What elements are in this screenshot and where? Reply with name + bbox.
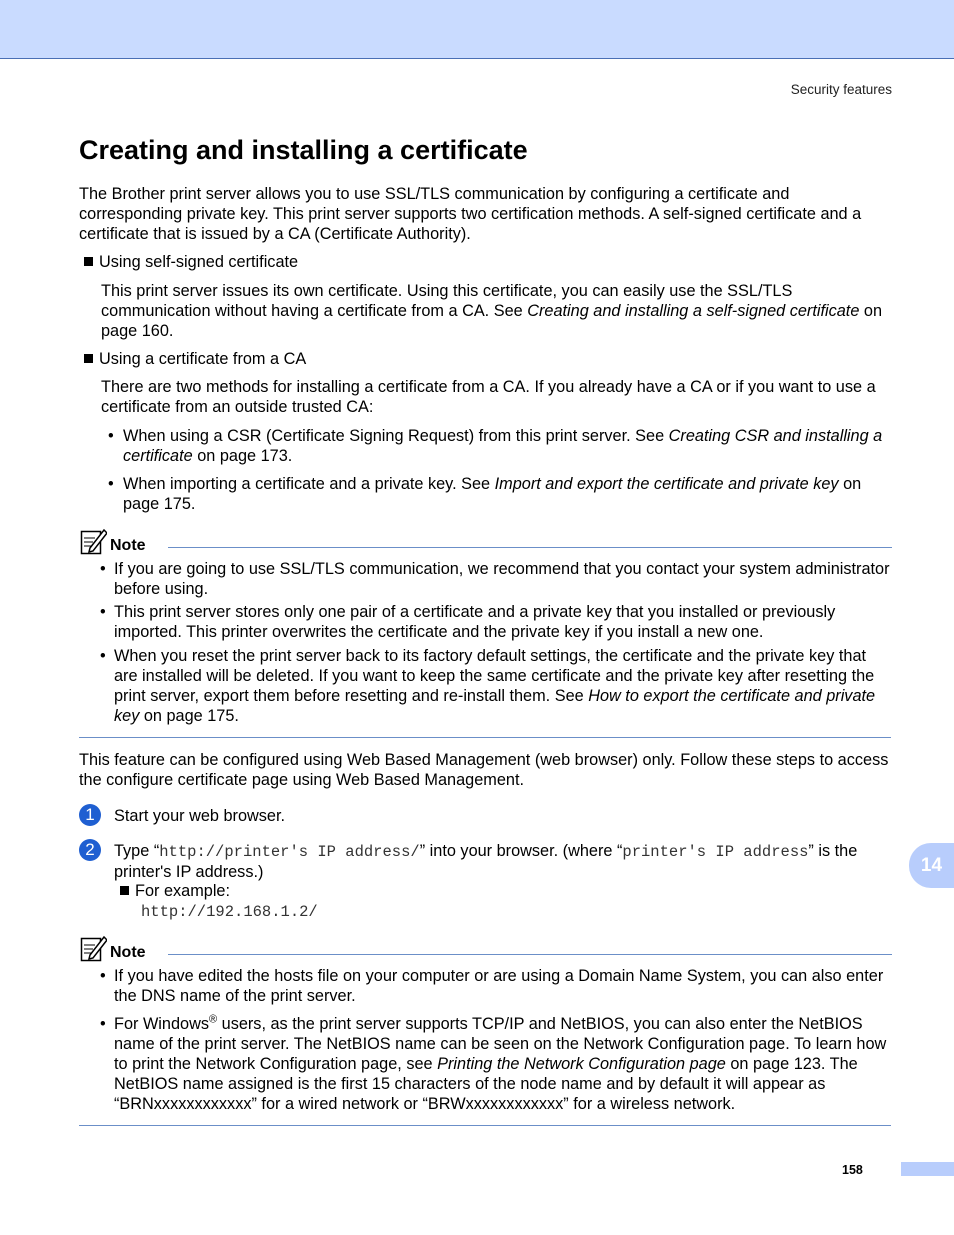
- note-pencil-icon: [80, 935, 107, 962]
- bullet-icon: •: [100, 967, 106, 985]
- feature-paragraph: This feature can be configured using Web Based Management (web browser) only. Follow these steps to access the configure certificate page using Web Based Management.: [79, 751, 889, 789]
- step-text: Start your web browser.: [114, 807, 286, 825]
- cross-reference-link[interactable]: Printing the Network Configuration page: [437, 1055, 726, 1073]
- page-number: 158: [842, 1163, 863, 1177]
- cross-reference-link[interactable]: Creating CSR and installing a certificate: [123, 427, 883, 465]
- note-title: Note: [110, 944, 146, 961]
- bullet-icon: •: [108, 475, 114, 493]
- chapter-tab: 14: [909, 843, 954, 888]
- note-title: Note: [110, 537, 146, 554]
- note-end-divider: [79, 1125, 891, 1126]
- bullet-icon: •: [108, 427, 114, 445]
- page-title: Creating and installing a certificate: [79, 135, 528, 165]
- example-url: http://192.168.1.2/: [141, 903, 318, 921]
- cross-reference-link[interactable]: Creating and installing a self-signed certificate: [527, 302, 860, 320]
- address-code: printer's IP address: [622, 843, 809, 861]
- note-header: [80, 528, 892, 556]
- method-label: Using self-signed certificate: [99, 253, 299, 271]
- method-label: Using a certificate from a CA: [99, 350, 307, 368]
- intro-paragraph: The Brother print server allows you to use SSL/TLS communication by configuring a certificate and corresponding private key. This print server supports two certification methods. A self-signed certificate and a certificate that is issued by a CA (Certificate Authority).: [79, 185, 862, 243]
- method-ca-text: There are two methods for installing a certificate from a CA. If you already have a CA or if you want to use a certificate from an outside trusted CA:: [101, 378, 876, 416]
- bullet-icon: •: [100, 647, 106, 665]
- method-ca: [84, 349, 306, 369]
- url-code: http://printer's IP address/: [159, 843, 420, 861]
- square-bullet-icon: [84, 257, 93, 266]
- bullet-icon: •: [100, 603, 106, 621]
- note-pencil-icon: [80, 528, 107, 555]
- step-number-badge: 2: [79, 839, 101, 861]
- section-label: Security features: [790, 82, 892, 97]
- method-self-signed: [84, 252, 298, 272]
- registered-mark: ®: [209, 1013, 218, 1026]
- step-number-badge: 1: [79, 804, 101, 826]
- bullet-icon: •: [100, 1015, 106, 1033]
- header-band: [0, 0, 954, 59]
- cross-reference-link[interactable]: How to export the certificate and private key: [114, 687, 876, 725]
- example-label: For example:: [120, 881, 230, 901]
- bullet-icon: •: [100, 560, 106, 578]
- square-bullet-icon: [84, 354, 93, 363]
- note-end-divider: [79, 737, 891, 738]
- page-number-bar: [901, 1162, 954, 1176]
- note-divider: [168, 547, 892, 548]
- cross-reference-link[interactable]: Import and export the certificate and private key: [494, 475, 839, 493]
- note-divider: [168, 954, 892, 955]
- note-header: [80, 935, 892, 963]
- method-self-signed-text: This print server issues its own certificate. Using this certificate, you can easily use the SSL/TLS communication without having a certificate from a CA. See Creating and installing a self-signed certificate on page 160.: [101, 282, 883, 340]
- step-text: Type “http://printer's IP address/” into your browser. (where “printer's IP address” is the printer's IP address.): [114, 842, 858, 881]
- square-bullet-icon: [120, 886, 129, 895]
